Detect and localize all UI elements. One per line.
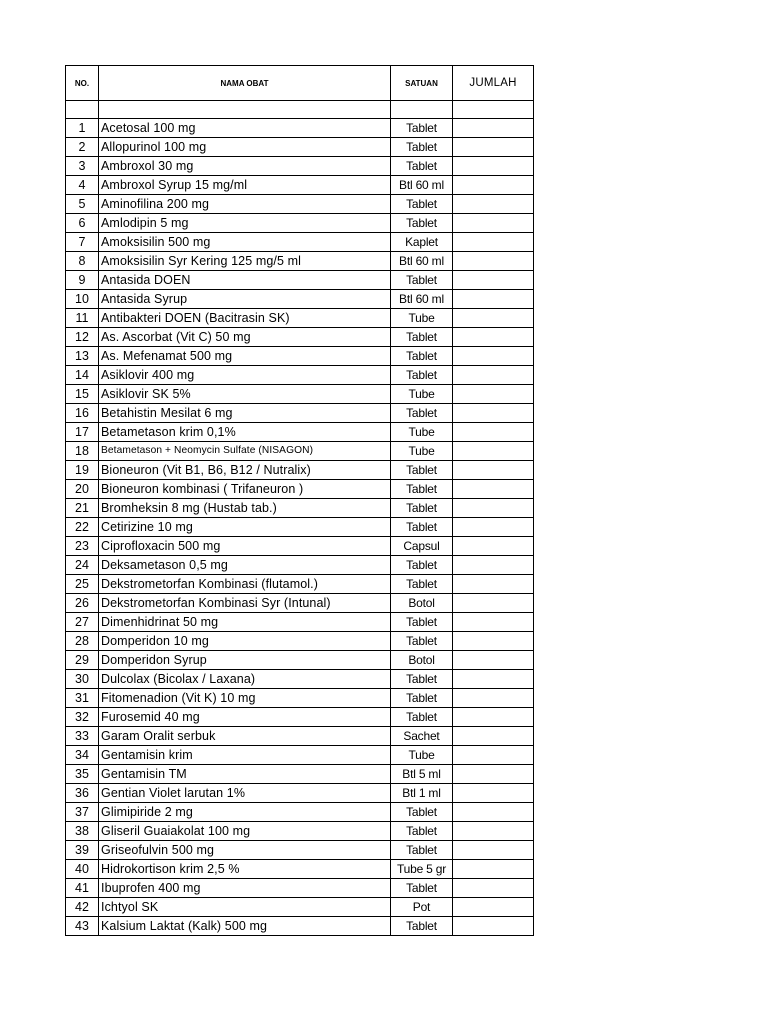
table-row — [66, 898, 534, 917]
quantity-cell[interactable] — [453, 594, 534, 613]
medicine-name: Ciprofloxacin 500 mg — [99, 537, 391, 556]
medicine-unit: Tube — [391, 423, 453, 442]
medicine-name: Ichtyol SK — [99, 898, 391, 917]
row-number: 39 — [66, 841, 99, 860]
quantity-cell[interactable] — [453, 252, 534, 271]
quantity-cell[interactable] — [453, 537, 534, 556]
medicine-name: Ibuprofen 400 mg — [99, 879, 391, 898]
row-number: 11 — [66, 309, 99, 328]
medicine-name: Gentamisin TM — [99, 765, 391, 784]
medicine-name: Betametason krim 0,1% — [99, 423, 391, 442]
medicine-name: As. Mefenamat 500 mg — [99, 347, 391, 366]
quantity-cell[interactable] — [453, 879, 534, 898]
table-row — [66, 708, 534, 727]
medicine-unit: Tablet — [391, 575, 453, 594]
table-row — [66, 214, 534, 233]
quantity-cell[interactable] — [453, 366, 534, 385]
table-row — [66, 670, 534, 689]
row-number: 20 — [66, 480, 99, 499]
quantity-cell[interactable] — [453, 176, 534, 195]
quantity-cell[interactable] — [453, 803, 534, 822]
row-number: 22 — [66, 518, 99, 537]
table-row — [66, 385, 534, 404]
table-row — [66, 480, 534, 499]
row-number: 29 — [66, 651, 99, 670]
medicine-name: Bioneuron (Vit B1, B6, B12 / Nutralix) — [99, 461, 391, 480]
medicine-unit: Tablet — [391, 328, 453, 347]
table-row — [66, 271, 534, 290]
medicine-unit: Btl 1 ml — [391, 784, 453, 803]
medicine-unit: Tablet — [391, 480, 453, 499]
medicine-name: Griseofulvin 500 mg — [99, 841, 391, 860]
quantity-cell[interactable] — [453, 651, 534, 670]
quantity-cell[interactable] — [453, 290, 534, 309]
row-number: 6 — [66, 214, 99, 233]
table-row — [66, 461, 534, 480]
medicine-name: Antibakteri DOEN (Bacitrasin SK) — [99, 309, 391, 328]
medicine-unit: Btl 5 ml — [391, 765, 453, 784]
blank-row — [66, 101, 534, 119]
medicine-unit: Btl 60 ml — [391, 176, 453, 195]
medicine-unit: Tablet — [391, 138, 453, 157]
table-body — [66, 101, 534, 936]
table-row — [66, 347, 534, 366]
medicine-name: Amoksisilin 500 mg — [99, 233, 391, 252]
row-number: 31 — [66, 689, 99, 708]
table-row — [66, 727, 534, 746]
medicine-name: As. Ascorbat (Vit C) 50 mg — [99, 328, 391, 347]
medicine-name: Ambroxol 30 mg — [99, 157, 391, 176]
medicine-name: Kalsium Laktat (Kalk) 500 mg — [99, 917, 391, 936]
row-number: 38 — [66, 822, 99, 841]
medicine-name: Gentamisin krim — [99, 746, 391, 765]
table-row — [66, 879, 534, 898]
medicine-table — [65, 65, 534, 936]
row-number: 13 — [66, 347, 99, 366]
medicine-name: Amoksisilin Syr Kering 125 mg/5 ml — [99, 252, 391, 271]
medicine-unit: Capsul — [391, 537, 453, 556]
quantity-cell[interactable] — [453, 404, 534, 423]
medicine-unit: Tablet — [391, 157, 453, 176]
medicine-name: Bioneuron kombinasi ( Trifaneuron ) — [99, 480, 391, 499]
medicine-name: Cetirizine 10 mg — [99, 518, 391, 537]
medicine-name: Fitomenadion (Vit K) 10 mg — [99, 689, 391, 708]
row-number: 41 — [66, 879, 99, 898]
table-row — [66, 632, 534, 651]
medicine-unit: Tablet — [391, 632, 453, 651]
medicine-name: Domperidon 10 mg — [99, 632, 391, 651]
row-number: 10 — [66, 290, 99, 309]
row-number: 16 — [66, 404, 99, 423]
quantity-cell[interactable] — [453, 195, 534, 214]
quantity-cell[interactable] — [453, 860, 534, 879]
table-row — [66, 765, 534, 784]
medicine-unit: Tube — [391, 385, 453, 404]
quantity-cell[interactable] — [453, 917, 534, 936]
header-no: NO. — [66, 66, 99, 101]
medicine-name: Domperidon Syrup — [99, 651, 391, 670]
quantity-cell[interactable] — [453, 328, 534, 347]
medicine-unit: Tablet — [391, 556, 453, 575]
medicine-unit: Sachet — [391, 727, 453, 746]
quantity-cell[interactable] — [453, 765, 534, 784]
header-name: NAMA OBAT — [99, 66, 391, 101]
quantity-cell[interactable] — [453, 841, 534, 860]
blank-cell-unit[interactable] — [391, 101, 453, 119]
quantity-cell[interactable] — [453, 518, 534, 537]
row-number: 27 — [66, 613, 99, 632]
medicine-unit: Tablet — [391, 518, 453, 537]
medicine-name: Dulcolax (Bicolax / Laxana) — [99, 670, 391, 689]
medicine-unit: Tablet — [391, 119, 453, 138]
medicine-unit: Tablet — [391, 670, 453, 689]
table-row — [66, 518, 534, 537]
row-number: 30 — [66, 670, 99, 689]
medicine-name: Deksametason 0,5 mg — [99, 556, 391, 575]
medicine-unit: Tablet — [391, 803, 453, 822]
row-number: 25 — [66, 575, 99, 594]
table-row — [66, 499, 534, 518]
quantity-cell[interactable] — [453, 480, 534, 499]
table-row — [66, 746, 534, 765]
row-number: 4 — [66, 176, 99, 195]
medicine-name: Ambroxol Syrup 15 mg/ml — [99, 176, 391, 195]
medicine-unit: Tablet — [391, 271, 453, 290]
row-number: 35 — [66, 765, 99, 784]
row-number: 5 — [66, 195, 99, 214]
table-row — [66, 860, 534, 879]
row-number: 19 — [66, 461, 99, 480]
quantity-cell[interactable] — [453, 271, 534, 290]
medicine-unit: Tablet — [391, 708, 453, 727]
blank-cell-name[interactable] — [99, 101, 391, 119]
medicine-unit: Tube 5 gr — [391, 860, 453, 879]
quantity-cell[interactable] — [453, 138, 534, 157]
medicine-name: Asiklovir SK 5% — [99, 385, 391, 404]
medicine-unit: Tablet — [391, 613, 453, 632]
quantity-cell[interactable] — [453, 442, 534, 461]
medicine-unit: Btl 60 ml — [391, 252, 453, 271]
medicine-name: Dimenhidrinat 50 mg — [99, 613, 391, 632]
medicine-name: Antasida DOEN — [99, 271, 391, 290]
quantity-cell[interactable] — [453, 727, 534, 746]
table-row — [66, 841, 534, 860]
medicine-name: Allopurinol 100 mg — [99, 138, 391, 157]
medicine-unit: Btl 60 ml — [391, 290, 453, 309]
table-row — [66, 575, 534, 594]
quantity-cell[interactable] — [453, 423, 534, 442]
medicine-name: Antasida Syrup — [99, 290, 391, 309]
table-row — [66, 366, 534, 385]
medicine-name: Dekstrometorfan Kombinasi (flutamol.) — [99, 575, 391, 594]
quantity-cell[interactable] — [453, 575, 534, 594]
medicine-unit: Botol — [391, 594, 453, 613]
table-row — [66, 689, 534, 708]
table-row — [66, 651, 534, 670]
medicine-name: Amlodipin 5 mg — [99, 214, 391, 233]
quantity-cell[interactable] — [453, 347, 534, 366]
table-row — [66, 803, 534, 822]
row-number: 7 — [66, 233, 99, 252]
medicine-unit: Tube — [391, 746, 453, 765]
quantity-cell[interactable] — [453, 233, 534, 252]
blank-cell-no[interactable] — [66, 101, 99, 119]
quantity-cell[interactable] — [453, 708, 534, 727]
row-number: 1 — [66, 119, 99, 138]
medicine-name: Aminofilina 200 mg — [99, 195, 391, 214]
table-row — [66, 176, 534, 195]
quantity-cell[interactable] — [453, 670, 534, 689]
row-number: 37 — [66, 803, 99, 822]
row-number: 43 — [66, 917, 99, 936]
medicine-unit: Tablet — [391, 879, 453, 898]
table-row — [66, 252, 534, 271]
quantity-cell[interactable] — [453, 784, 534, 803]
header-qty: JUMLAH — [453, 66, 534, 101]
medicine-name: Glimipiride 2 mg — [99, 803, 391, 822]
medicine-name: Gliseril Guaiakolat 100 mg — [99, 822, 391, 841]
row-number: 34 — [66, 746, 99, 765]
table-row — [66, 138, 534, 157]
medicine-name: Hidrokortison krim 2,5 % — [99, 860, 391, 879]
medicine-unit: Tablet — [391, 214, 453, 233]
medicine-name: Gentian Violet larutan 1% — [99, 784, 391, 803]
quantity-cell[interactable] — [453, 119, 534, 138]
header-row — [66, 66, 534, 101]
medicine-unit: Botol — [391, 651, 453, 670]
quantity-cell[interactable] — [453, 556, 534, 575]
medicine-list-sheet — [65, 65, 533, 936]
table-row — [66, 119, 534, 138]
medicine-name: Asiklovir 400 mg — [99, 366, 391, 385]
row-number: 17 — [66, 423, 99, 442]
medicine-unit: Tablet — [391, 841, 453, 860]
table-row — [66, 233, 534, 252]
medicine-unit: Tablet — [391, 917, 453, 936]
medicine-unit: Tube — [391, 309, 453, 328]
medicine-unit: Tablet — [391, 347, 453, 366]
table-row — [66, 556, 534, 575]
table-row — [66, 613, 534, 632]
row-number: 42 — [66, 898, 99, 917]
quantity-cell[interactable] — [453, 898, 534, 917]
row-number: 2 — [66, 138, 99, 157]
quantity-cell[interactable] — [453, 309, 534, 328]
quantity-cell[interactable] — [453, 385, 534, 404]
quantity-cell[interactable] — [453, 499, 534, 518]
medicine-unit: Tablet — [391, 461, 453, 480]
row-number: 33 — [66, 727, 99, 746]
medicine-name: Betametason + Neomycin Sulfate (NISAGON) — [99, 442, 391, 461]
medicine-unit: Tablet — [391, 195, 453, 214]
table-row — [66, 195, 534, 214]
medicine-name: Furosemid 40 mg — [99, 708, 391, 727]
row-number: 14 — [66, 366, 99, 385]
medicine-name: Betahistin Mesilat 6 mg — [99, 404, 391, 423]
row-number: 12 — [66, 328, 99, 347]
quantity-cell[interactable] — [453, 689, 534, 708]
quantity-cell[interactable] — [453, 157, 534, 176]
row-number: 24 — [66, 556, 99, 575]
row-number: 40 — [66, 860, 99, 879]
table-row — [66, 309, 534, 328]
quantity-cell[interactable] — [453, 822, 534, 841]
table-row — [66, 822, 534, 841]
row-number: 36 — [66, 784, 99, 803]
medicine-name: Bromheksin 8 mg (Hustab tab.) — [99, 499, 391, 518]
medicine-unit: Tablet — [391, 689, 453, 708]
row-number: 21 — [66, 499, 99, 518]
medicine-name: Acetosal 100 mg — [99, 119, 391, 138]
medicine-unit: Pot — [391, 898, 453, 917]
quantity-cell[interactable] — [453, 461, 534, 480]
medicine-unit: Tablet — [391, 499, 453, 518]
table-row — [66, 784, 534, 803]
header-unit: SATUAN — [391, 66, 453, 101]
row-number: 28 — [66, 632, 99, 651]
row-number: 3 — [66, 157, 99, 176]
table-row — [66, 328, 534, 347]
table-row — [66, 917, 534, 936]
row-number: 23 — [66, 537, 99, 556]
row-number: 32 — [66, 708, 99, 727]
row-number: 8 — [66, 252, 99, 271]
medicine-unit: Tablet — [391, 366, 453, 385]
table-row — [66, 537, 534, 556]
medicine-name: Garam Oralit serbuk — [99, 727, 391, 746]
quantity-cell[interactable] — [453, 214, 534, 233]
medicine-name: Dekstrometorfan Kombinasi Syr (Intunal) — [99, 594, 391, 613]
quantity-cell[interactable] — [453, 746, 534, 765]
medicine-unit: Tablet — [391, 404, 453, 423]
row-number: 18 — [66, 442, 99, 461]
quantity-cell[interactable] — [453, 632, 534, 651]
row-number: 26 — [66, 594, 99, 613]
blank-cell-qty[interactable] — [453, 101, 534, 119]
row-number: 15 — [66, 385, 99, 404]
table-row — [66, 423, 534, 442]
medicine-unit: Tube — [391, 442, 453, 461]
table-row — [66, 157, 534, 176]
row-number: 9 — [66, 271, 99, 290]
quantity-cell[interactable] — [453, 613, 534, 632]
table-row — [66, 442, 534, 461]
medicine-unit: Tablet — [391, 822, 453, 841]
medicine-unit: Kaplet — [391, 233, 453, 252]
table-row — [66, 404, 534, 423]
table-row — [66, 594, 534, 613]
table-row — [66, 290, 534, 309]
